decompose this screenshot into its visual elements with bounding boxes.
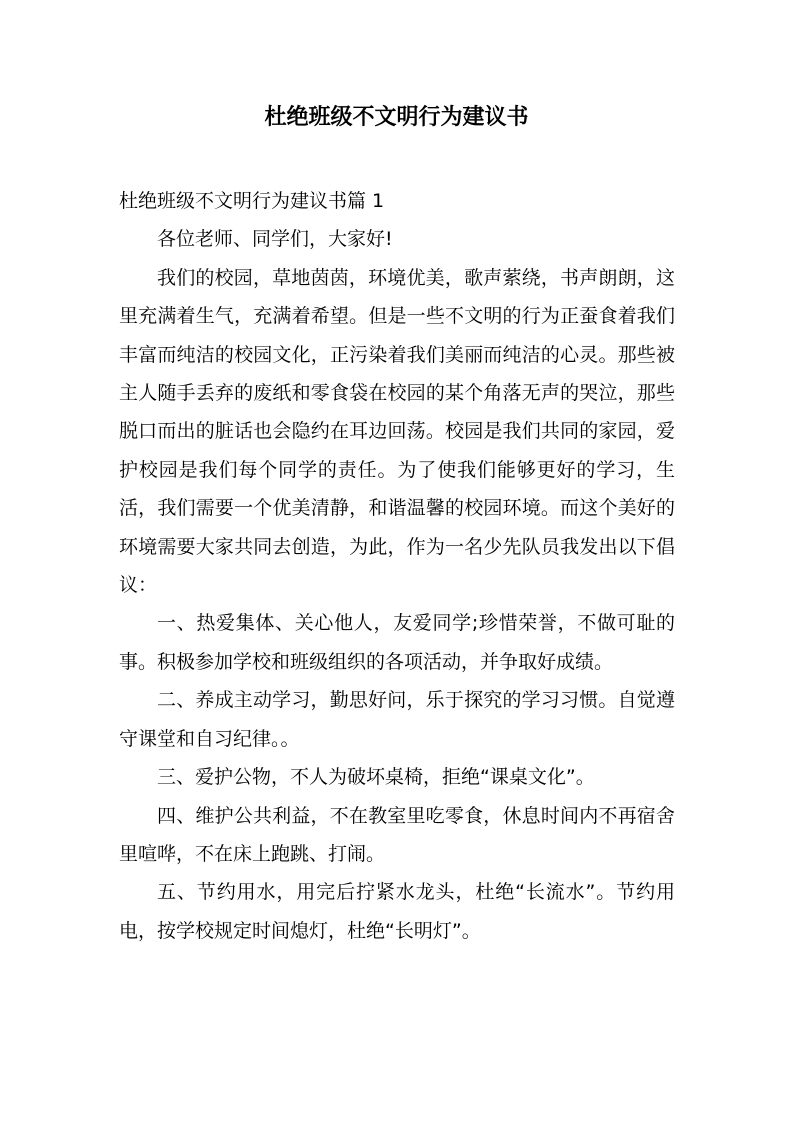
- paragraph-proposal-5: 五、节约用水，用完后拧紧水龙头，杜绝“长流水”。节约用电，按学校规定时间熄灯，杜绝“长明灯”。: [119, 881, 675, 942]
- document-body: [119, 182, 675, 950]
- paragraph-proposal-3: 三、爱护公物，不人为破坏桌椅，拒绝“课桌文化”。: [157, 766, 595, 789]
- paragraph-intro: 我们的校园，草地茵茵，环境优美，歌声萦绕，书声朗朗，这里充满着生气，充满着希望。但是一些不文明的行为正蚕食着我们丰富而纯洁的校园文化，正污染着我们美丽而纯洁的心灵。那些被主人随手丢弃的废纸和零食袋在校园的某个角落无声的哭泣，那些脱口而出的脏话也会隐约在耳边回荡。校园是我们共同的家园，爱护校园是我们每个同学的责任。为了使我们能够更好的学习，生活，我们需要一个优美清静，和谐温馨的校园环境。而这个美好的环境需要大家共同去创造，为此，作为一名少先队员我发出以下倡议：: [119, 266, 675, 597]
- section-heading: 杜绝班级不文明行为建议书篇 1: [119, 190, 385, 212]
- paragraph-proposal-1: 一、热爱集体、关心他人，友爱同学;珍惜荣誉，不做可耻的事。积极参加学校和班级组织的各项活动，并争取好成绩。: [119, 612, 675, 673]
- paragraph-greeting: 各位老师、同学们，大家好!: [157, 228, 393, 251]
- paragraph-proposal-2: 二、养成主动学习，勤思好问，乐于探究的学习习惯。自觉遵守课堂和自习纪律。。: [119, 689, 675, 750]
- document-title: 杜绝班级不文明行为建议书: [264, 105, 529, 130]
- paragraph-proposal-4: 四、维护公共利益，不在教室里吃零食，休息时间内不再宿舍里喧哗，不在床上跑跳、打闹。: [119, 804, 675, 865]
